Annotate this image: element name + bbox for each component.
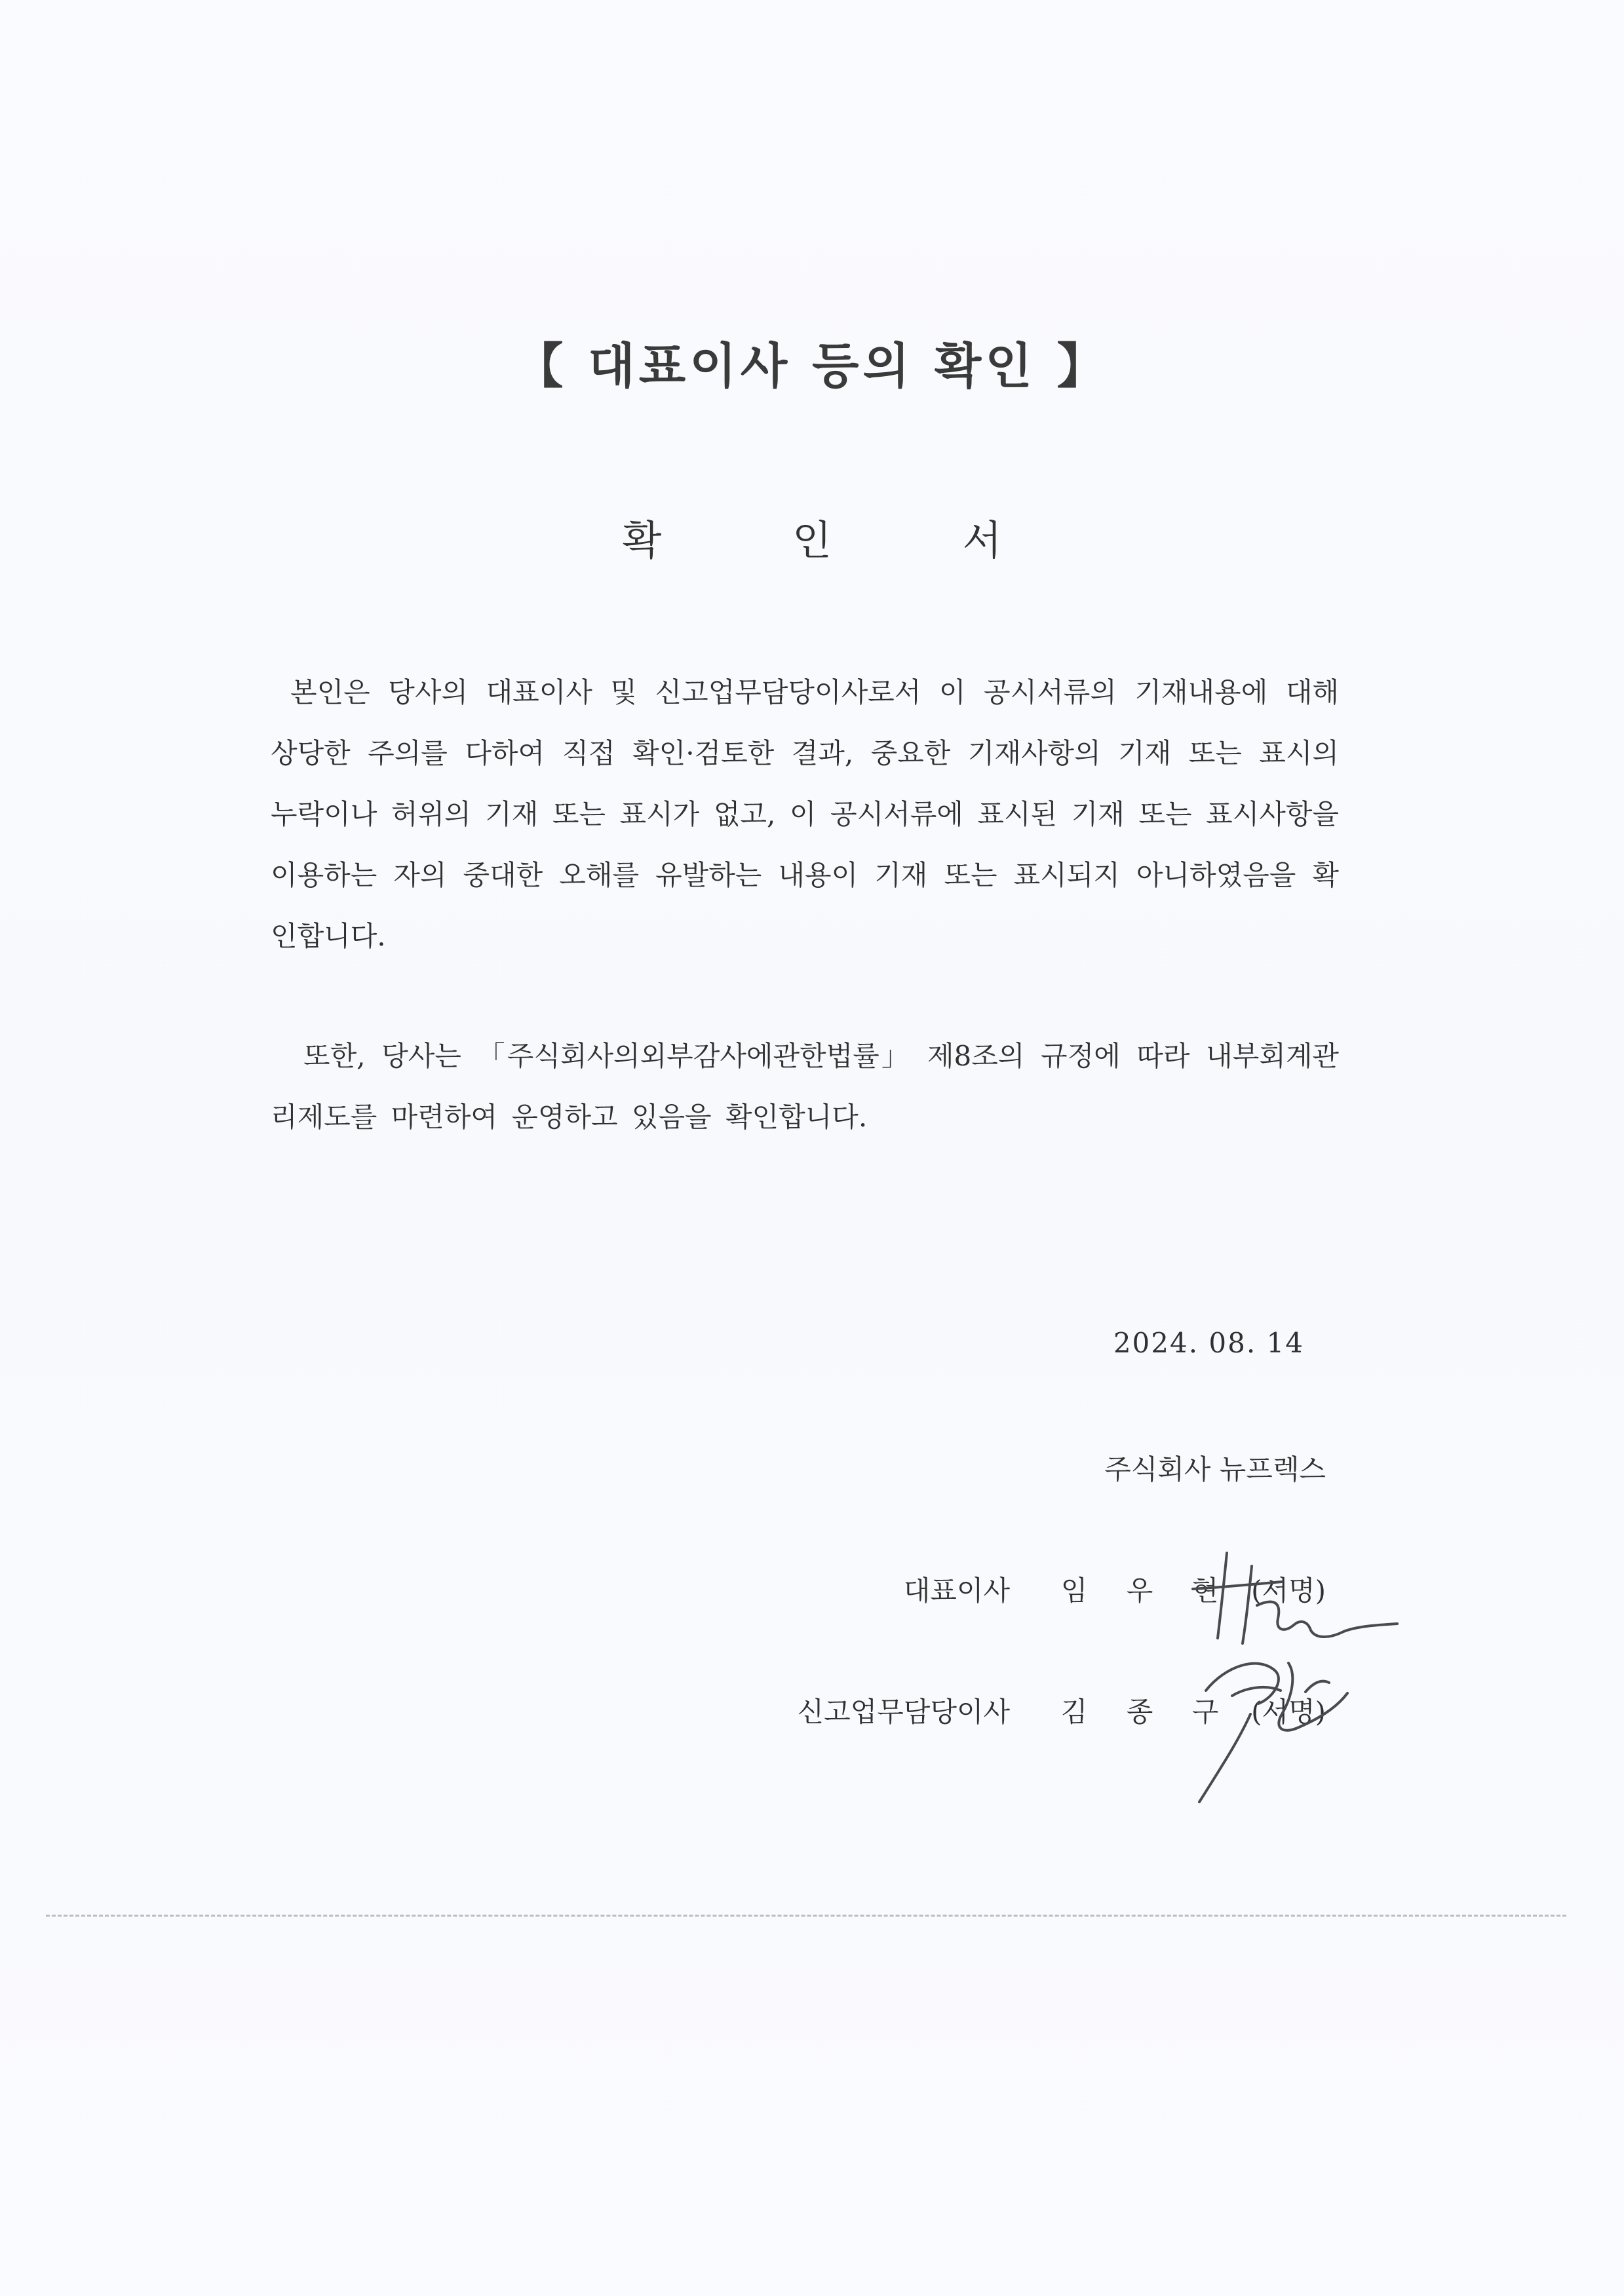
signatory-name-char: 김 bbox=[1060, 1696, 1088, 1728]
signatory-row-officer bbox=[798, 1691, 1326, 1730]
page-separator-line bbox=[46, 1915, 1566, 1917]
company-name: 주식회사 뉴프렉스 bbox=[1104, 1453, 1326, 1485]
signatory-name-char: 임 bbox=[1060, 1575, 1088, 1607]
confirmation-paragraph: 본인은 당사의 대표이사 및 신고업무담당이사로서 이 공시서류의 기재내용에 대해 상당한 주의를 다하여 직접 확인·검토한 결과, 중요한 기재사항의 기재 또는 표시의 누락이나 허위의 기재 또는 표시가 없고, 이 공시서류에 표시된 기재 또는 표시사항을 이용하는 자의 중대한 오해를 유발하는 내용이 기재 또는 표시되지 아니하였음을 확인합니다. bbox=[271, 676, 1339, 952]
signatory-name-char: 종 bbox=[1126, 1696, 1153, 1728]
signatory-name-char: 우 bbox=[1126, 1575, 1153, 1607]
document-heading: 【 대표이사 등의 확인 】 bbox=[514, 338, 1110, 394]
signatory-name-char: 구 bbox=[1191, 1696, 1219, 1728]
signed-label: (서명) bbox=[1251, 1696, 1326, 1728]
signatory-row-ceo bbox=[904, 1569, 1326, 1609]
internal-control-paragraph: 또한, 당사는 「주식회사의외부감사에관한법률」 제8조의 규정에 따라 내부회계관리제도를 마련하여 운영하고 있음을 확인합니다. bbox=[271, 1040, 1339, 1133]
signatory-name-char: 현 bbox=[1191, 1575, 1219, 1607]
document-date: 2024. 08. 14 bbox=[1113, 1327, 1304, 1359]
signatory-role: 신고업무담당이사 bbox=[797, 1696, 1011, 1728]
signatory-role: 대표이사 bbox=[903, 1575, 1011, 1607]
document-subtitle: 확 인 서 bbox=[622, 516, 1061, 564]
signed-label: (서명) bbox=[1251, 1575, 1326, 1607]
